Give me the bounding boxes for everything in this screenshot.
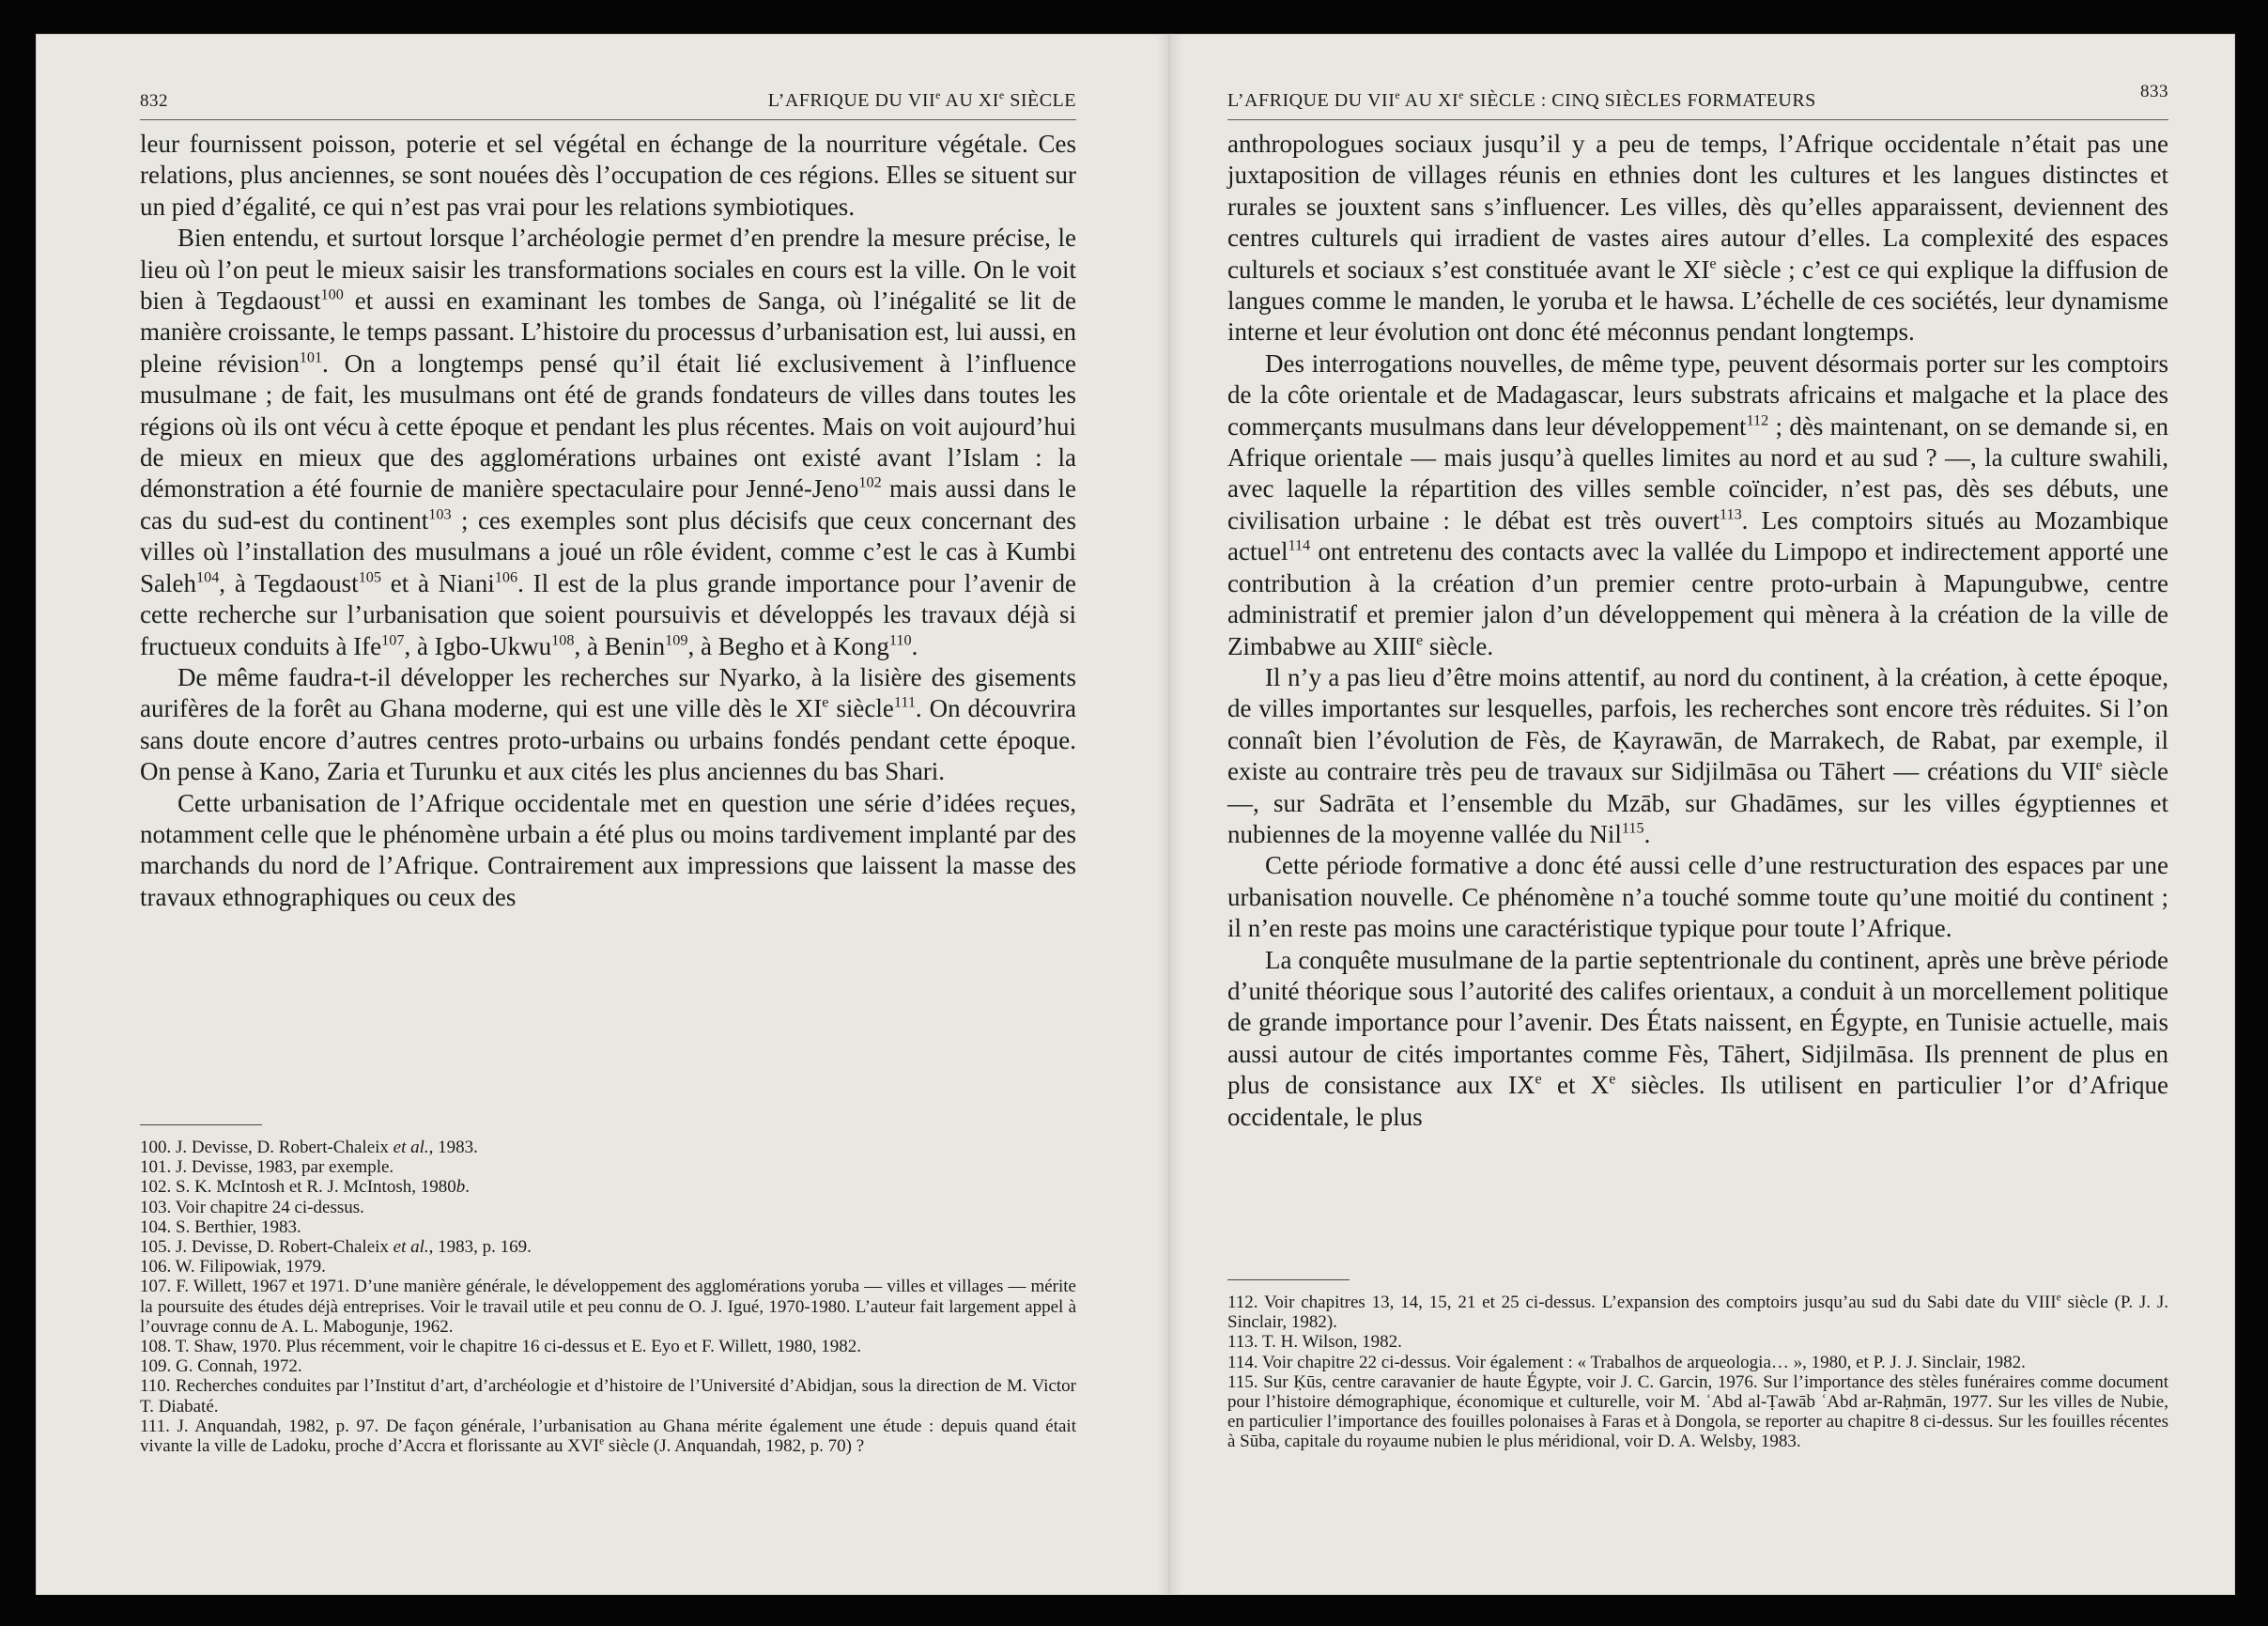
footnote: 101. J. Devisse, 1983, par exemple. <box>140 1157 394 1178</box>
footnote: 106. W. Filipowiak, 1979. <box>140 1257 326 1278</box>
left-running-head: L’AFRIQUE DU VIIe AU XIe SIÈCLE <box>767 88 1076 111</box>
paragraph: Cette urbanisation de l’Afrique occidentale met en question une série d’idées reçues, notamment celle que le phénomène urbain a été plus ou moins tardivement implanté par des marchands du nord de l’Afrique. Contrairement aux impressions que laissent la masse des travaux ethnographiques ou ceux des <box>140 788 1076 911</box>
footnote: 110. Recherches conduites par l’Institut d’art, d’archéologie et d’histoire de l’Université d’Abidjan, sous la direction de M. Victor T. Diabaté. <box>140 1376 1076 1417</box>
footnote: 107. F. Willett, 1967 et 1971. D’une manière générale, le développement des agglomérations yoruba — villes et villages — mérite la poursuite des études déjà entreprises. Voir le travail utile et peu connu de O. J. Igué, 1970-1980. L’auteur fait largement appel à l’ouvrage connu de A. L. Mabogunje, 1962. <box>140 1277 1076 1337</box>
right-running-head: L’AFRIQUE DU VIIe AU XIe SIÈCLE : CINQ SIÈCLES FORMATEURS <box>1227 88 1816 111</box>
footnote: 112. Voir chapitres 13, 14, 15, 21 et 25 ci-dessus. L’expansion des comptoirs jusqu’au sud du Sabi date du VIIIe siècle (P. J. J. Sinclair, 1982). <box>1227 1292 2168 1333</box>
footnote-rule <box>1227 1279 1350 1280</box>
footnote: 102. S. K. McIntosh et R. J. McIntosh, 1980b. <box>140 1177 470 1198</box>
footnote: 105. J. Devisse, D. Robert-Chaleix et al., 1983, p. 169. <box>140 1237 532 1258</box>
left-body-text <box>140 129 1076 913</box>
footnote: 103. Voir chapitre 24 ci-dessus. <box>140 1197 364 1217</box>
footnote: 100. J. Devisse, D. Robert-Chaleix et al., 1983. <box>140 1138 478 1157</box>
footnote-rule <box>140 1124 262 1125</box>
paragraph: anthropologues sociaux jusqu’il y a peu de temps, l’Afrique occidentale n’était pas une juxtaposition de villages réunis en ethnies dont les cultures et les langues distinctes et rurales se jouxtent sans s’influencer. Les villes, dès qu’elles apparaissent, deviennent des centres culturels qui irradient de vastes aires autour d’elles. La complexité des espaces culturels et sociaux s’est constituée avant le XIe siècle ; c’est ce qui explique la diffusion de langues comme le manden, le yoruba et le hawsa. L’échelle de ces sociétés, leur dynamisme interne et leur évolution ont donc été méconnus pendant longtemps. <box>1227 130 2168 347</box>
paragraph: Des interrogations nouvelles, de même type, peuvent désormais porter sur les comptoirs de la côte orientale et de Madagascar, leurs substrats africains et malgache et la place des commerçants musulmans dans leur développement$^{112}$ ; dès maintenant, on se demande si, en Afrique orientale — mais jusqu’à quelles limites au nord et au sud ? —, la culture swahili, avec laquelle la répartition des villes semble coïncider, n’est pas, dès ses débuts, une civilisation urbaine : le débat est très ouvert$^{113}$. Les comptoirs situés au Mozambique actuel$^{114}$ ont entretenu des contacts avec la vallée du Limpopo et indirectement apporté une contribution à la création d’un premier centre proto-urbain à Mapungubwe, centre administratif et premier jalon d’un développement qui mènera à la création de la ville de Zimbabwe au XIIIe siècle. <box>1227 348 2168 660</box>
footnote: 113. T. H. Wilson, 1982. <box>1227 1332 1402 1353</box>
footnote: 108. T. Shaw, 1970. Plus récemment, voir le chapitre 16 ci-dessus et E. Eyo et F. Willett, 1980, 1982. <box>140 1337 861 1357</box>
footnote: 111. J. Anquandah, 1982, p. 97. De façon générale, l’urbanisation au Ghana mérite également une étude : depuis quand était vivante la ville de Ladoku, proche d’Accra et florissante au XVIe siècle (J. Anquandah, 1982, p. 70) ? <box>140 1416 1076 1457</box>
paragraph: De même faudra-t-il développer les recherches sur Nyarko, à la lisière des gisements aurifères de la forêt au Ghana moderne, qui est une ville dès le XIe siècle$^{111}$. On découvrira sans doute encore d’autres centres proto-urbains ou urbains fondés pendant cette époque. On pense à Kano, Zaria et Turunku et aux cités les plus anciennes du bas Shari. <box>140 662 1076 786</box>
left-running-header <box>140 82 1076 120</box>
paragraph: La conquête musulmane de la partie septentrionale du continent, après une brève période d’unité théorique sous l’autorité des califes orientaux, a conduit à un morcellement politique de grande importance pour l’avenir. Des États naissent, en Égypte, en Tunisie actuelle, mais aussi autour de cités importantes comme Fès, Tāhert, Sidjilmāsa. Ils prennent de plus en plus de consistance aux IXe et Xe siècles. Ils utilisent en particulier l’or d’Afrique occidentale, le plus <box>1227 945 2168 1131</box>
paragraph: leur fournissent poisson, poterie et sel végétal en échange de la nourriture végétale. Ces relations, plus anciennes, se sont nouées dès l’occupation de ces régions. Elles se situent sur un pied d’égalité, ce qui n’est pas vrai pour les relations symbiotiques. <box>140 130 1076 221</box>
right-page <box>1227 35 2168 1594</box>
left-footnotes <box>140 1138 1076 1456</box>
footnote: 109. G. Connah, 1972. <box>140 1356 302 1377</box>
paragraph: Bien entendu, et surtout lorsque l’archéologie permet d’en prendre la mesure précise, le lieu où l’on peut le mieux saisir les transformations sociales en cours est la ville. On le voit bien à Tegdaoust$^{100}$ et aussi en examinant les tombes de Sanga, où l’inégalité se lit de manière croissante, le temps passant. L’histoire du processus d’urbanisation est, lui aussi, en pleine révision$^{101}$. On a longtemps pensé qu’il était lié exclusivement à l’influence musulmane ; de fait, les musulmans ont été de grands fondateurs de villes dans toutes les régions où ils ont vécu à cette époque et pendant les plus récentes. Mais on voit aujourd’hui de mieux en mieux que des agglomérations urbaines ont existé avant l’Islam : la démonstration a été fournie de manière spectaculaire pour Jenné-Jeno$^{102}$ mais aussi dans le cas du sud-est du continent$^{103}$ ; ces exemples sont plus décisifs que ceux concernant des villes où l’installation des musulmans a joué un rôle évident, comme c’est le cas à Kumbi Saleh$^{104}$, à Tegdaoust$^{105}$ et à Niani$^{106}$. Il est de la plus grande importance pour l’avenir de cette recherche sur l’urbanisation que soient poursuivis et développés les travaux déjà si fructueux conduits à Ife$^{107}$, à Igbo-Ukwu$^{108}$, à Benin$^{109}$, à Begho et à Kong$^{110}$. <box>140 224 1076 660</box>
left-page-number: 832 <box>140 91 168 111</box>
footnote: 115. Sur Ḳūs, centre caravanier de haute Égypte, voir J. C. Garcin, 1976. Sur l’importance des stèles funéraires comme document pour l’histoire démographique, économique et culturelle, voir M. ʿAbd al-Ṭawāb ʿAbd ar-Raḥmān, 1977. Sur les villes de Nubie, en particulier l’importance des fouilles polonaises à Faras et à Dongola, se reporter au chapitre 8 ci-dessus. Sur les fouilles récentes à Sūba, capitale du royaume nubien le plus méridional, voir D. A. Welsby, 1983. <box>1227 1371 2168 1452</box>
right-page-number: 833 <box>2140 82 2168 101</box>
left-page <box>140 35 1076 1594</box>
spine-gutter <box>1156 35 1182 1594</box>
right-body-text <box>1227 129 2168 1133</box>
paragraph: Cette période formative a donc été aussi celle d’une restructuration des espaces par une urbanisation nouvelle. Ce phénomène n’a touché somme toute qu’une moitié du continent ; il n’en reste pas moins une caractéristique typique pour toute l’Afrique. <box>1227 851 2168 943</box>
right-footnotes <box>1227 1293 2168 1452</box>
right-running-header <box>1227 82 2168 120</box>
footnote: 104. S. Berthier, 1983. <box>140 1216 301 1237</box>
footnote: 114. Voir chapitre 22 ci-dessus. Voir également : « Trabalhos de arqueologia… », 1980, et P. J. J. Sinclair, 1982. <box>1227 1352 2026 1372</box>
book-spread <box>36 34 2235 1595</box>
paragraph: Il n’y a pas lieu d’être moins attentif, au nord du continent, à la création, à cette époque, de villes importantes sur lesquelles, parfois, les recherches sont encore très réduites. Si l’on connaît bien l’évolution de Fès, de Ḳayrawān, de Marrakech, de Rabat, par exemple, il existe au contraire très peu de travaux sur Sidjilmāsa ou Tāhert — créations du VIIe siècle —, sur Sadrāta et l’ensemble du Mzāb, sur Ghadāmes, sur les villes égyptiennes et nubiennes de la moyenne vallée du Nil$^{115}$. <box>1227 662 2168 848</box>
